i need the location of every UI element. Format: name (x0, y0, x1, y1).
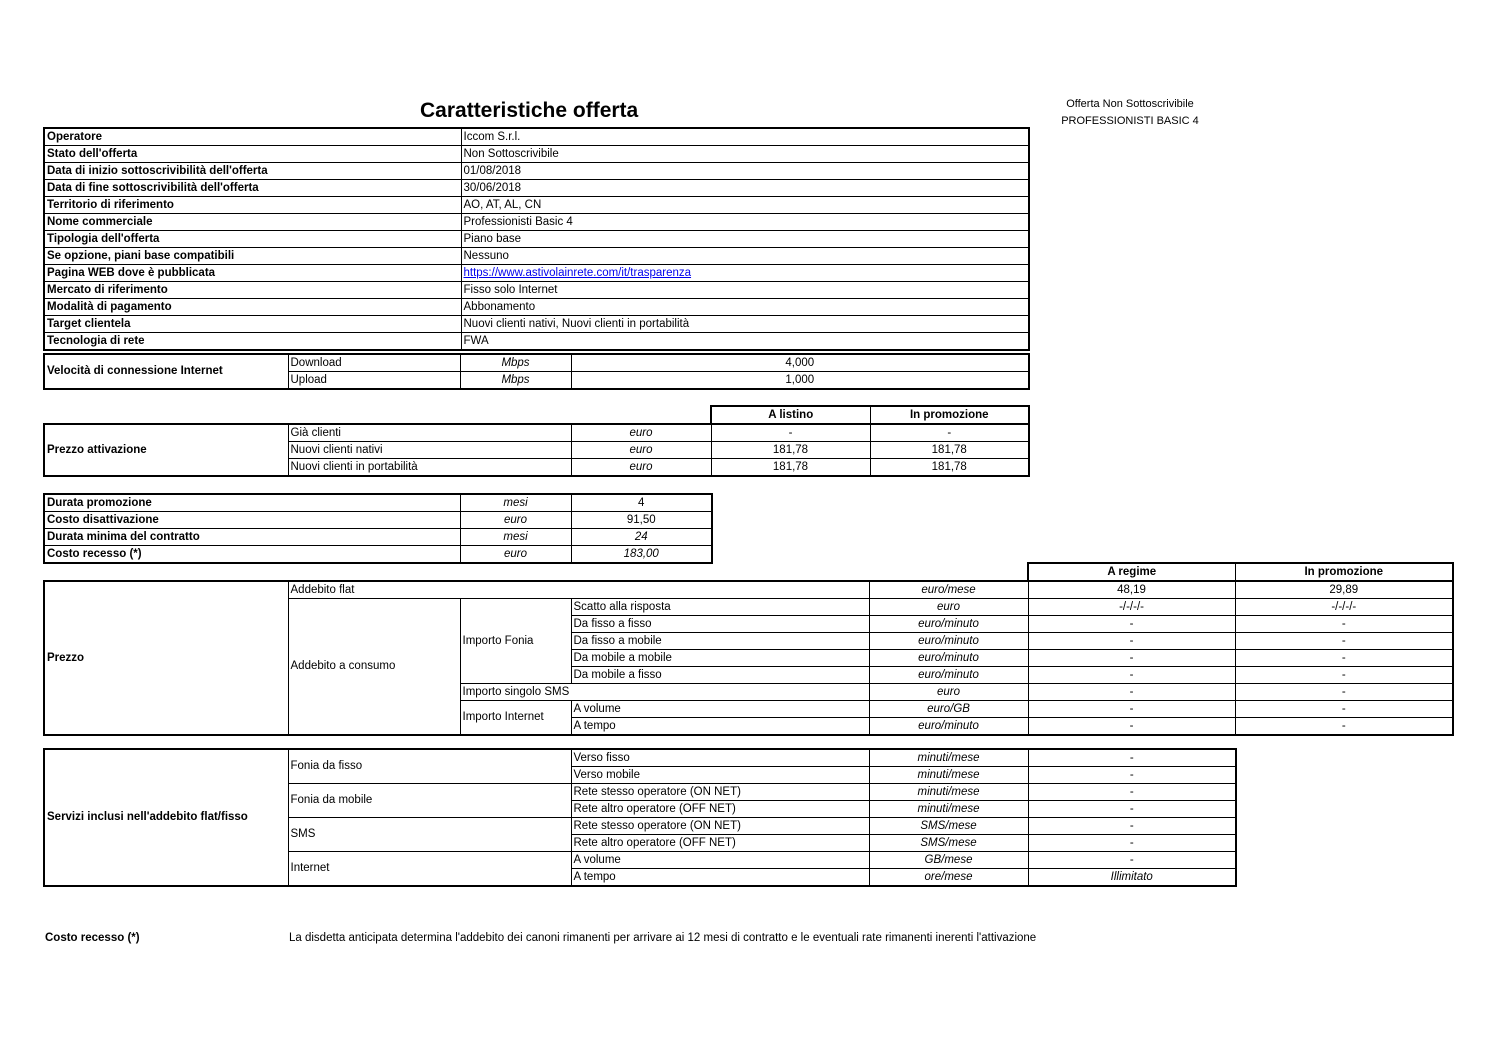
info-label: Modalità di pagamento (44, 299, 461, 316)
service-unit: SMS/mese (869, 835, 1028, 852)
act-listino: 181,78 (711, 442, 870, 459)
act-unit: euro (571, 459, 711, 477)
fonia-promo: - (1235, 633, 1453, 650)
fonia-promo: - (1235, 667, 1453, 684)
service-value: - (1028, 784, 1236, 801)
info-value: 01/08/2018 (461, 163, 1029, 180)
service-group: Fonia da fisso (288, 749, 571, 784)
service-value: - (1028, 818, 1236, 835)
activation-header (710, 405, 1030, 425)
sms-promo: - (1235, 684, 1453, 701)
offer-status-note: Offerta Non Sottoscrivibile (1066, 98, 1194, 110)
act-unit: euro (571, 424, 711, 442)
fonia-regime: - (1028, 667, 1235, 684)
info-label: Data di fine sottoscrivibilità dell'offerta (44, 180, 461, 197)
info-value: Professionisti Basic 4 (461, 214, 1029, 231)
info-label: Stato dell'offerta (44, 146, 461, 163)
speed-value: 1,000 (571, 372, 1029, 390)
fonia-unit: euro/minuto (869, 633, 1028, 650)
page-title: Caratteristiche offerta (420, 99, 639, 122)
fonia-regime: - (1028, 633, 1235, 650)
fonia-regime: - (1028, 616, 1235, 633)
fonia-item: Da fisso a fisso (571, 616, 869, 633)
consumo-label: Addebito a consumo (288, 599, 460, 736)
duration-label: Costo recesso (*) (44, 546, 460, 564)
info-value: Non Sottoscrivibile (461, 146, 1029, 163)
info-label: Tipologia dell'offerta (44, 231, 461, 248)
fonia-unit: euro/minuto (869, 650, 1028, 667)
duration-value: 183,00 (571, 546, 712, 564)
service-group: Internet (288, 852, 571, 887)
service-item: Rete stesso operatore (ON NET) (571, 818, 869, 835)
speed-value: 4,000 (571, 354, 1029, 372)
sms-unit: euro (869, 684, 1028, 701)
service-item: Verso fisso (571, 749, 869, 767)
act-client-type: Nuovi clienti nativi (288, 442, 571, 459)
service-value: Illimitato (1028, 869, 1236, 887)
fonia-item: Da fisso a mobile (571, 633, 869, 650)
info-value: Nuovi clienti nativi, Nuovi clienti in portabilità (461, 316, 1029, 333)
info-label: Nome commerciale (44, 214, 461, 231)
services-label: Servizi inclusi nell'addebito flat/fisso (44, 749, 288, 886)
info-value: Nessuno (461, 248, 1029, 265)
duration-unit: mesi (460, 494, 571, 512)
info-label: Operatore (44, 128, 461, 146)
offer-name-note: PROFESSIONISTI BASIC 4 (1061, 115, 1199, 127)
internet-regime: - (1028, 701, 1235, 718)
service-item: A tempo (571, 869, 869, 887)
speed-unit: Mbps (460, 354, 571, 372)
service-item: Verso mobile (571, 767, 869, 784)
speed-dir: Download (288, 354, 460, 372)
fonia-regime: - (1028, 650, 1235, 667)
service-unit: minuti/mese (869, 749, 1028, 767)
internet-item: A tempo (571, 718, 869, 736)
activation-label: Prezzo attivazione (44, 424, 288, 476)
speed-table (43, 353, 1030, 390)
fonia-promo: -/-/-/- (1235, 599, 1453, 616)
service-unit: minuti/mese (869, 801, 1028, 818)
fonia-item: Da mobile a fisso (571, 667, 869, 684)
service-unit: minuti/mese (869, 767, 1028, 784)
duration-value: 91,50 (571, 512, 712, 529)
info-label: Territorio di riferimento (44, 197, 461, 214)
act-promo: - (870, 424, 1029, 442)
durations-table (43, 493, 713, 564)
col-listino: A listino (711, 406, 870, 424)
service-item: A volume (571, 852, 869, 869)
fonia-promo: - (1235, 650, 1453, 667)
internet-promo: - (1235, 718, 1453, 736)
service-unit: minuti/mese (869, 784, 1028, 801)
info-label: Se opzione, piani base compatibili (44, 248, 461, 265)
activation-table (43, 423, 1030, 477)
service-item: Rete altro operatore (OFF NET) (571, 801, 869, 818)
info-label: Target clientela (44, 316, 461, 333)
internet-unit: euro/GB (869, 701, 1028, 718)
price-header (1027, 562, 1454, 582)
service-item: Rete altro operatore (OFF NET) (571, 835, 869, 852)
internet-label: Importo Internet (460, 701, 571, 736)
service-group: SMS (288, 818, 571, 852)
service-unit: SMS/mese (869, 818, 1028, 835)
duration-unit: mesi (460, 529, 571, 546)
flat-label: Addebito flat (288, 581, 869, 599)
act-listino: 181,78 (711, 459, 870, 477)
offer-info-table (43, 127, 1030, 351)
col-promozione: In promozione (1235, 563, 1453, 581)
speed-label: Velocità di connessione Internet (44, 354, 288, 389)
duration-label: Durata promozione (44, 494, 460, 512)
info-label: Pagina WEB dove è pubblicata (44, 265, 461, 282)
sms-regime: - (1028, 684, 1235, 701)
duration-value: 4 (571, 494, 712, 512)
act-promo: 181,78 (870, 459, 1029, 477)
fonia-unit: euro/minuto (869, 667, 1028, 684)
info-value: Fisso solo Internet (461, 282, 1029, 299)
fonia-item: Da mobile a mobile (571, 650, 869, 667)
info-value: Iccom S.r.l. (461, 128, 1029, 146)
info-label: Data di inizio sottoscrivibilità dell'offerta (44, 163, 461, 180)
act-listino: - (711, 424, 870, 442)
sms-label: Importo singolo SMS (460, 684, 869, 701)
duration-label: Durata minima del contratto (44, 529, 460, 546)
info-label: Mercato di riferimento (44, 282, 461, 299)
internet-item: A volume (571, 701, 869, 718)
service-value: - (1028, 852, 1236, 869)
fonia-item: Scatto alla risposta (571, 599, 869, 616)
act-promo: 181,78 (870, 442, 1029, 459)
fonia-promo: - (1235, 616, 1453, 633)
fonia-unit: euro (869, 599, 1028, 616)
service-value: - (1028, 801, 1236, 818)
duration-unit: euro (460, 512, 571, 529)
service-value: - (1028, 767, 1236, 784)
info-value: AO, AT, AL, CN (461, 197, 1029, 214)
service-value: - (1028, 749, 1236, 767)
info-label: Tecnologia di rete (44, 333, 461, 351)
duration-value: 24 (571, 529, 712, 546)
duration-unit: euro (460, 546, 571, 564)
service-unit: ore/mese (869, 869, 1028, 887)
flat-promo: 29,89 (1235, 581, 1453, 599)
price-table (43, 580, 1454, 736)
flat-unit: euro/mese (869, 581, 1028, 599)
service-group: Fonia da mobile (288, 784, 571, 818)
col-promozione: In promozione (870, 406, 1029, 424)
speed-unit: Mbps (460, 372, 571, 390)
internet-regime: - (1028, 718, 1235, 736)
act-client-type: Nuovi clienti in portabilità (288, 459, 571, 477)
info-value: Abbonamento (461, 299, 1029, 316)
price-label: Prezzo (44, 581, 288, 735)
service-unit: GB/mese (869, 852, 1028, 869)
act-client-type: Già clienti (288, 424, 571, 442)
services-table (43, 748, 1237, 887)
duration-label: Costo disattivazione (44, 512, 460, 529)
info-value: FWA (461, 333, 1029, 351)
fonia-regime: -/-/-/- (1028, 599, 1235, 616)
internet-promo: - (1235, 701, 1453, 718)
footnote-text: La disdetta anticipata determina l'addebito dei canoni rimanenti per arrivare ai 12 mesi di contratto e le eventuali rate rimanenti inerenti l'attivazione (289, 932, 1037, 944)
fonia-unit: euro/minuto (869, 616, 1028, 633)
fonia-label: Importo Fonia (460, 599, 571, 684)
info-value: 30/06/2018 (461, 180, 1029, 197)
service-value: - (1028, 835, 1236, 852)
info-value: Piano base (461, 231, 1029, 248)
col-regime: A regime (1028, 563, 1235, 581)
footnote-label: Costo recesso (*) (45, 932, 140, 944)
service-item: Rete stesso operatore (ON NET) (571, 784, 869, 801)
internet-unit: euro/minuto (869, 718, 1028, 736)
web-page-link[interactable]: https://www.astivolainrete.com/it/trasparenza (461, 265, 1029, 282)
act-unit: euro (571, 442, 711, 459)
flat-regime: 48,19 (1028, 581, 1235, 599)
speed-dir: Upload (288, 372, 460, 390)
